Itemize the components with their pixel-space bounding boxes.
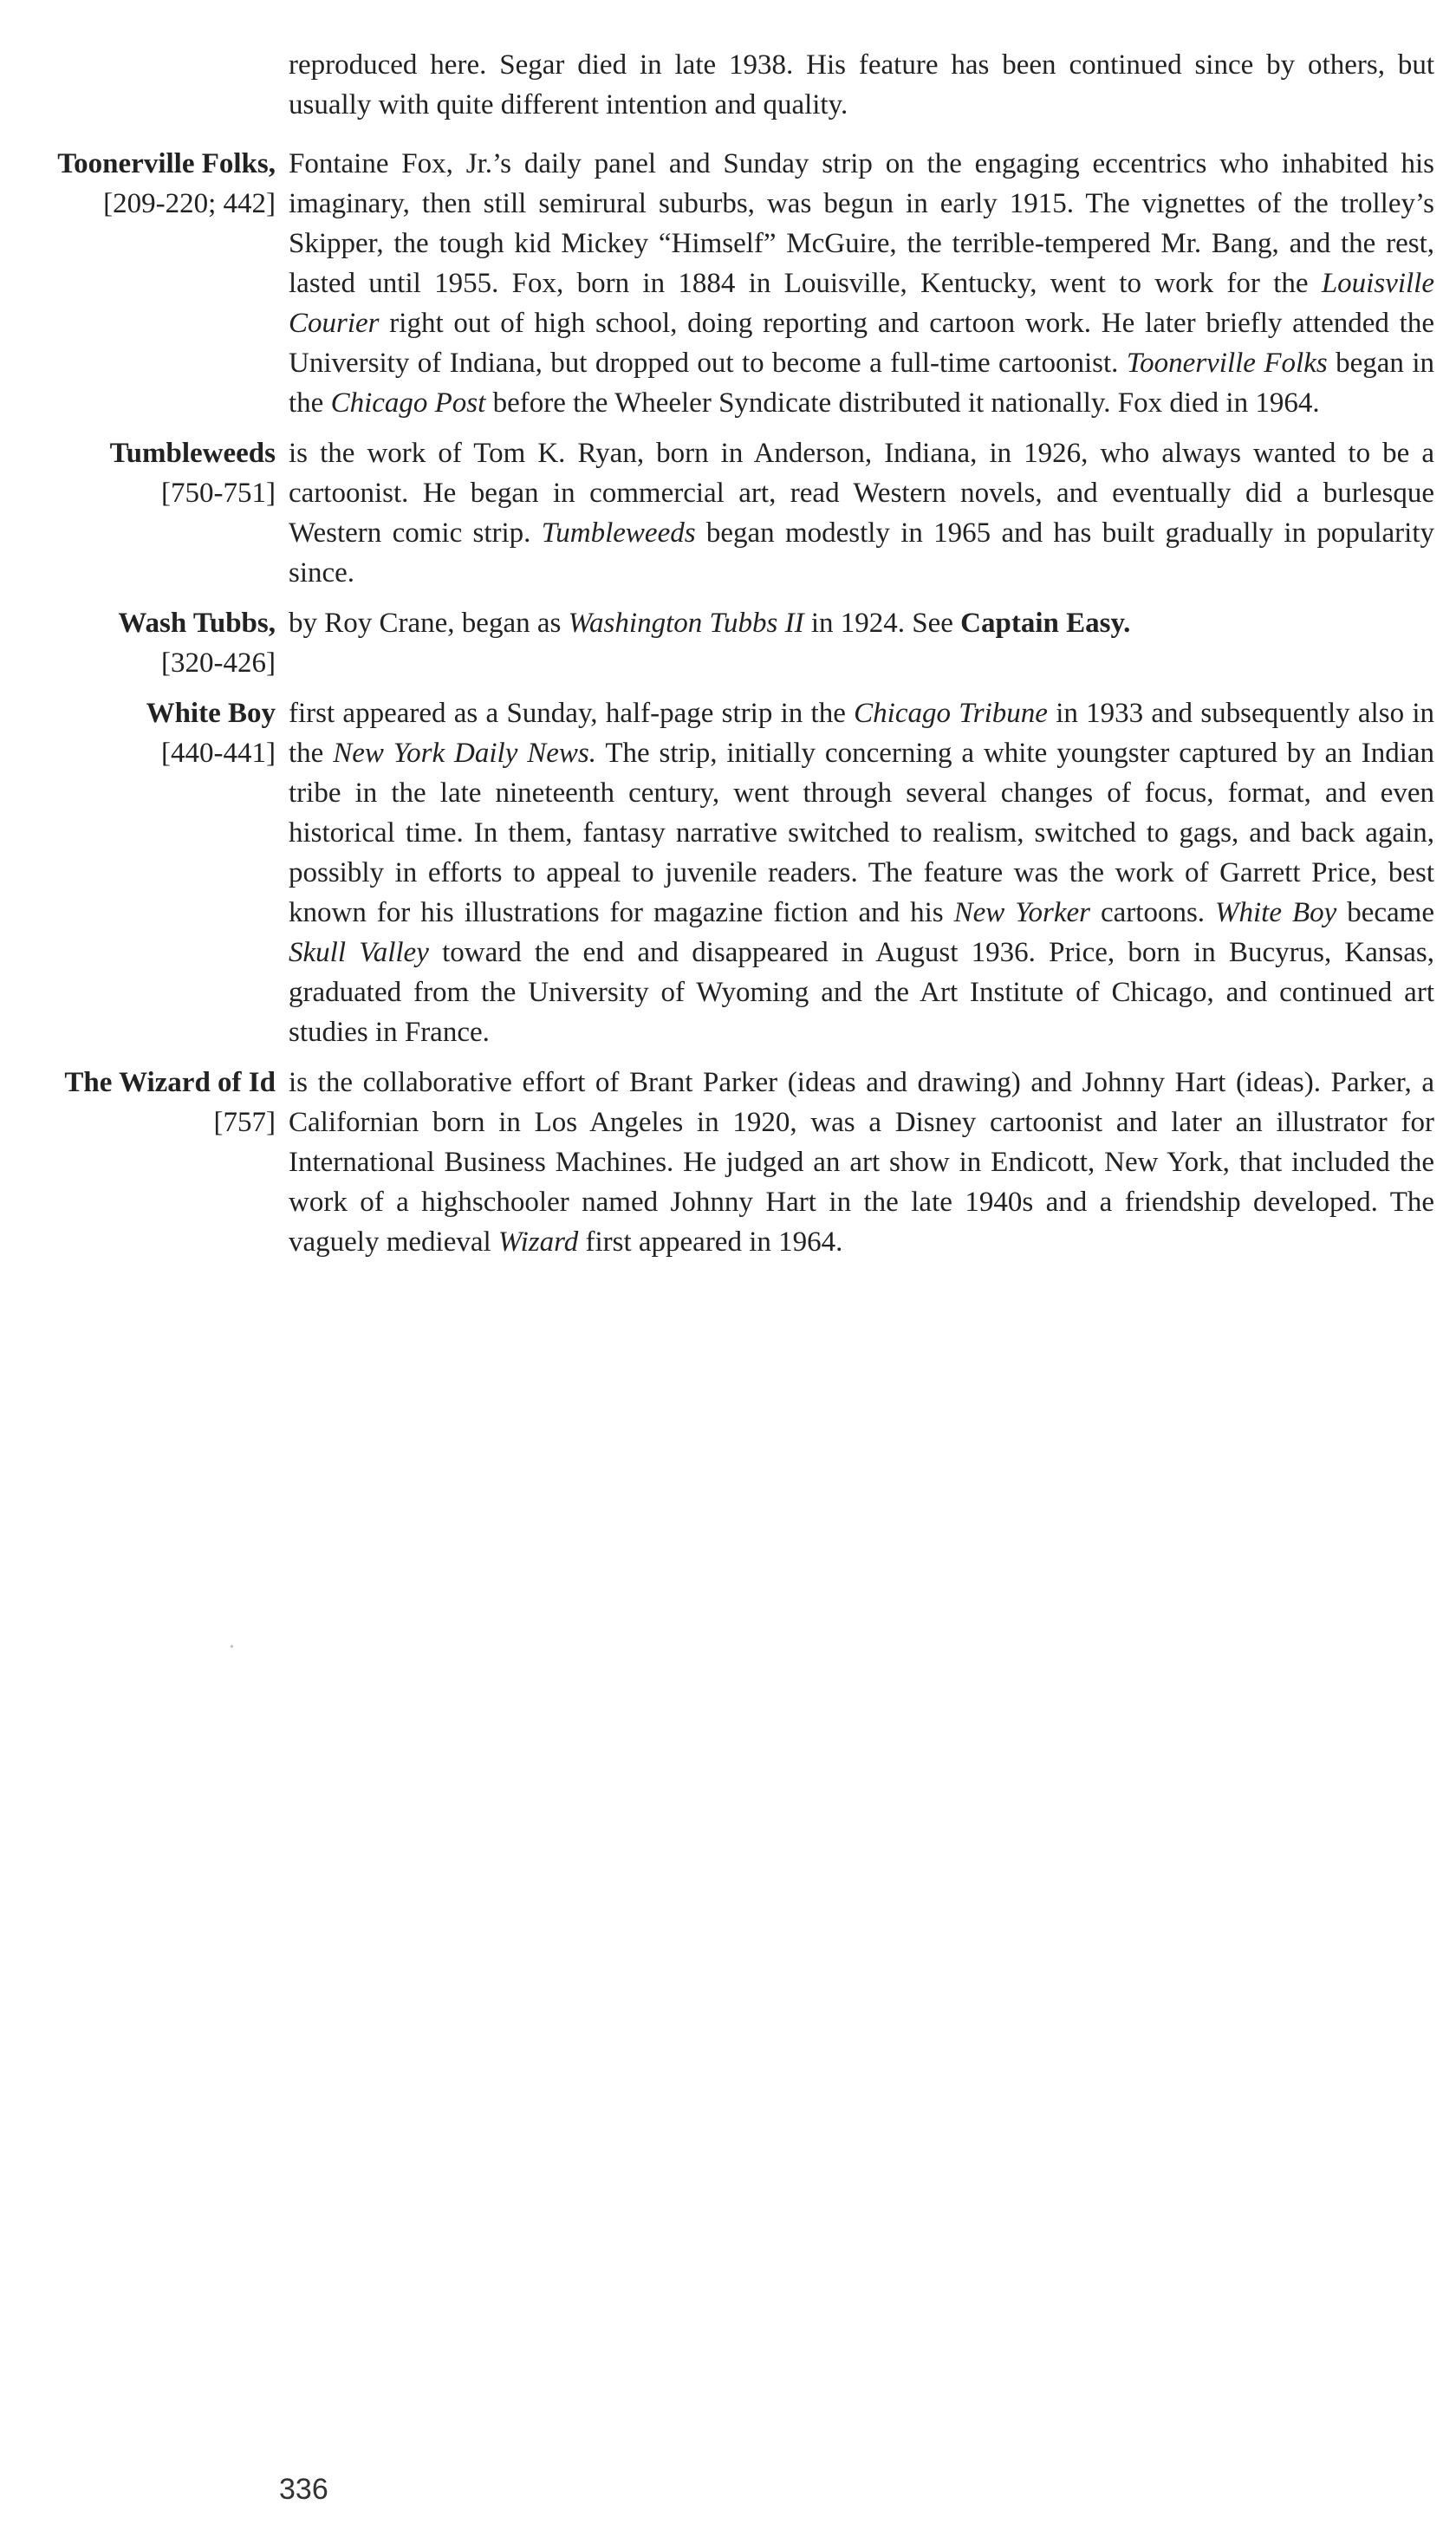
- description-text: in 1933 and subsequently also in the: [289, 698, 1434, 769]
- description-text: Fontaine Fox, Jr.’s daily panel and Sunday strip on the engaging eccentrics who inhabited his imaginary, then still semirural suburbs, was begun in early 1915. The vignettes of the trolley’s Skipper, the tough kid Mickey “Himself” McGuire, the terrible-tempered Mr. Bang, and the rest, lasted until 1955. Fox, born in 1884 in Louisville, Kentucky, went to work for the: [289, 148, 1434, 299]
- entry-term: Tumbleweeds: [109, 438, 276, 469]
- entry-page-refs: [440-441]: [161, 738, 276, 769]
- description-italic-text: White Boy: [1215, 897, 1337, 928]
- description-italic-text: Chicago Tribune: [854, 698, 1048, 729]
- description-italic-text: Chicago Post: [330, 387, 486, 419]
- description-text: cartoons.: [1090, 897, 1216, 928]
- glossary-entry: [0, 144, 1456, 423]
- glossary-entry: [0, 1063, 1456, 1262]
- description-italic-text: Wizard: [497, 1226, 579, 1258]
- description-italic-text: Louisville Courier: [289, 268, 1434, 339]
- entry-term: Toonerville Folks,: [57, 148, 276, 179]
- description-text: toward the end and disappeared in August 1936. Price, born in Bucyrus, Kansas, graduated from the University of Wyoming and the Art Institute of Chicago, and continued art studies in France.: [289, 937, 1434, 1048]
- glossary-entries: [0, 144, 1456, 1272]
- entry-gutter: [0, 693, 276, 773]
- description-text: began modestly in 1965 and has built gradually in popularity since.: [289, 517, 1434, 589]
- description-text: first appeared as a Sunday, half-page strip in the: [289, 698, 855, 729]
- entry-gutter: [0, 144, 276, 224]
- description-italic-text: New Yorker: [953, 897, 1091, 928]
- entry-description: [289, 693, 1434, 1052]
- entry-gutter: [0, 603, 276, 683]
- description-italic-text: Skull Valley: [289, 937, 429, 968]
- description-italic-text: Tumbleweeds: [541, 517, 696, 549]
- entry-term: White Boy: [146, 698, 276, 729]
- entry-page-refs: [320-426]: [161, 647, 276, 679]
- continuation-paragraph: reproduced here. Segar died in late 1938. His feature has been continued since by others, but usually with quite different intention and quality.: [289, 49, 1434, 120]
- description-text: by Roy Crane, began as: [289, 608, 569, 639]
- entry-gutter: [0, 433, 276, 513]
- entry-description: [289, 1063, 1434, 1262]
- description-text: is the collaborative effort of Brant Parker (ideas and drawing) and Johnny Hart (ideas). Parker, a Californian born in Los Angeles in 1920, was a Disney cartoonist and later an illustrator for International Business Machines. He judged an art show in Endicott, New York, that included the work of a highschooler named Johnny Hart in the late 1940s and a friendship developed. The vaguely medieval: [289, 1067, 1434, 1258]
- glossary-entry: [0, 433, 1456, 593]
- description-text: The strip, initially concerning a white youngster captured by an Indian tribe in the late nineteenth century, went through several changes of focus, format, and even historical time. In them, fantasy narrative switched to realism, switched to gags, and back again, possibly in efforts to appeal to juvenile readers. The feature was the work of Garrett Price, best known for his illustrations for magazine fiction and his: [289, 738, 1435, 928]
- description-italic-text: Washington Tubbs II: [568, 608, 804, 639]
- description-text: is the work of Tom K. Ryan, born in Anderson, Indiana, in 1926, who always wanted to be a cartoonist. He began in commercial art, read Western novels, and eventually did a burlesque Western comic strip.: [289, 438, 1434, 549]
- page-number: 336: [279, 2473, 328, 2506]
- entry-page-refs: [757]: [213, 1107, 276, 1138]
- glossary-entry: [0, 693, 1456, 1052]
- entry-description: [289, 603, 1434, 643]
- description-italic-text: New York Daily News.: [333, 738, 597, 769]
- entry-gutter: [0, 1063, 276, 1142]
- entry-page-refs: [209-220; 442]: [103, 188, 276, 219]
- description-bold-text: Captain Easy.: [960, 608, 1131, 639]
- entry-term: The Wizard of Id: [64, 1067, 276, 1098]
- print-speck: [231, 1645, 233, 1648]
- description-text: before the Wheeler Syndicate distributed it nationally. Fox died in 1964.: [485, 387, 1320, 419]
- description-text: first appeared in 1964.: [578, 1226, 843, 1258]
- description-text: right out of high school, doing reporting and cartoon work. He later briefly attended the University of Indiana, but dropped out to become a full-time cartoonist.: [289, 308, 1434, 379]
- entry-page-refs: [750-751]: [161, 478, 276, 509]
- description-text: became: [1336, 897, 1434, 928]
- entry-description: [289, 144, 1434, 423]
- entry-term: Wash Tubbs,: [118, 608, 276, 639]
- glossary-entry: [0, 603, 1456, 683]
- description-text: began in the: [289, 348, 1434, 419]
- description-text: in 1924. See: [803, 608, 961, 639]
- entry-description: [289, 433, 1434, 593]
- description-italic-text: Toonerville Folks: [1126, 348, 1328, 379]
